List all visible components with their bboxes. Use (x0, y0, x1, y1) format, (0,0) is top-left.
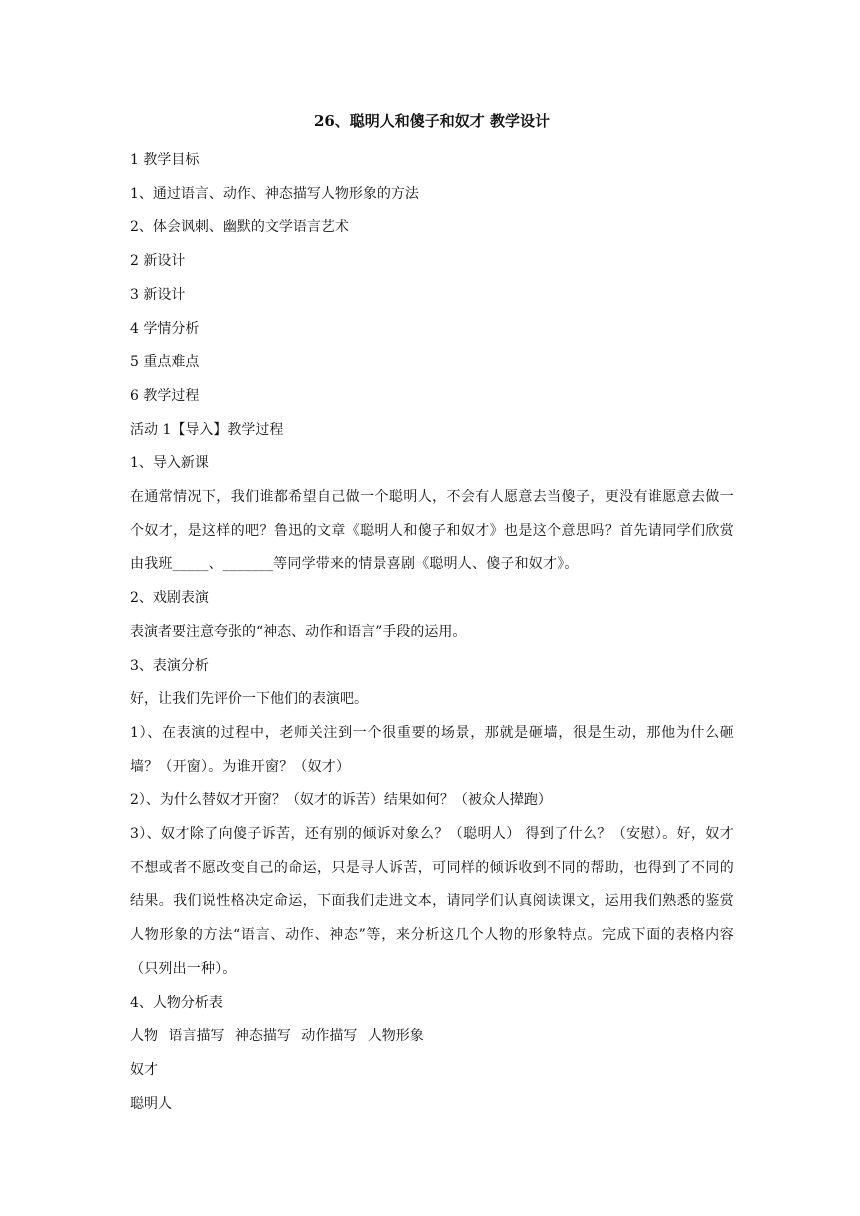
heading-student-analysis: 4 学情分析 (130, 320, 200, 337)
question-3: 3）、奴才除了向傻子诉苦，还有别的倾诉对象么？（聪明人） 得到了什么？（安慰）。好，奴才不想或者不愿改变自己的命运，只是寻人诉苦，可同样的倾诉收到不同的帮助，也得到了不同的结果。我们说性格决定命运，下面我们走进文本，请同学们认真阅读课文，运用我们熟悉的鉴赏人物形象的方法“语言、动作、神态”等，来分析这几个人物的形象特点。完成下面的表格内容（只列出一种）。 (130, 826, 734, 977)
table-row: 聪明人 (130, 1095, 172, 1112)
table-row: 奴才 (130, 1061, 158, 1078)
table-header-cell: 人物形象 (367, 1028, 424, 1045)
document-page (130, 110, 734, 1121)
section3-text: 好，让我们先评价一下他们的表演吧。 (130, 691, 368, 708)
section2-text: 表演者要注意夸张的“神态、动作和语言”手段的运用。 (130, 623, 467, 640)
section4-heading: 4、人物分析表 (130, 994, 223, 1011)
heading-key-points: 5 重点难点 (130, 354, 200, 371)
goal-item-1: 1、通过语言、动作、神态描写人物形象的方法 (130, 185, 419, 202)
section3-heading: 3、表演分析 (130, 657, 209, 674)
section1-heading: 1、导入新课 (130, 455, 209, 472)
table-header-row (130, 1020, 734, 1054)
heading-new-design-3: 3 新设计 (130, 286, 186, 303)
table-header-cell: 人物 (130, 1028, 158, 1045)
intro-paragraph: 在通常情况下，我们谁都希望自己做一个聪明人，不会有人愿意去当傻子，更没有谁愿意去做一个奴才，是这样的吧？鲁迅的文章《聪明人和傻子和奴才》也是这个意思吗？首先请同学们欣赏由我班_____、_______等同学带来的情景喜剧《聪明人、傻子和奴才》。 (130, 489, 734, 573)
heading-teaching-process: 6 教学过程 (130, 387, 200, 404)
heading-new-design-2: 2 新设计 (130, 253, 186, 270)
document-title: 26、聪明人和傻子和奴才 教学设计 (313, 112, 551, 130)
heading-teaching-goals: 1 教学目标 (130, 152, 200, 168)
question-2: 2）、为什么替奴才开窗？（奴才的诉苦）结果如何？（被众人撵跑） (130, 792, 552, 809)
table-header-cell: 语言描写 (168, 1028, 225, 1045)
table-header-cell: 神态描写 (234, 1028, 291, 1045)
table-header-cell: 动作描写 (301, 1028, 358, 1045)
activity-heading: 活动 1【导入】教学过程 (130, 421, 284, 438)
question-1: 1）、在表演的过程中，老师关注到一个很重要的场景，那就是砸墙，很是生动，那他为什么砸墙？（开窗）。为谁开窗？（奴才） (130, 724, 734, 775)
section2-heading: 2、戏剧表演 (130, 590, 209, 607)
goal-item-2: 2、体会讽刺、幽默的文学语言艺术 (130, 219, 349, 236)
